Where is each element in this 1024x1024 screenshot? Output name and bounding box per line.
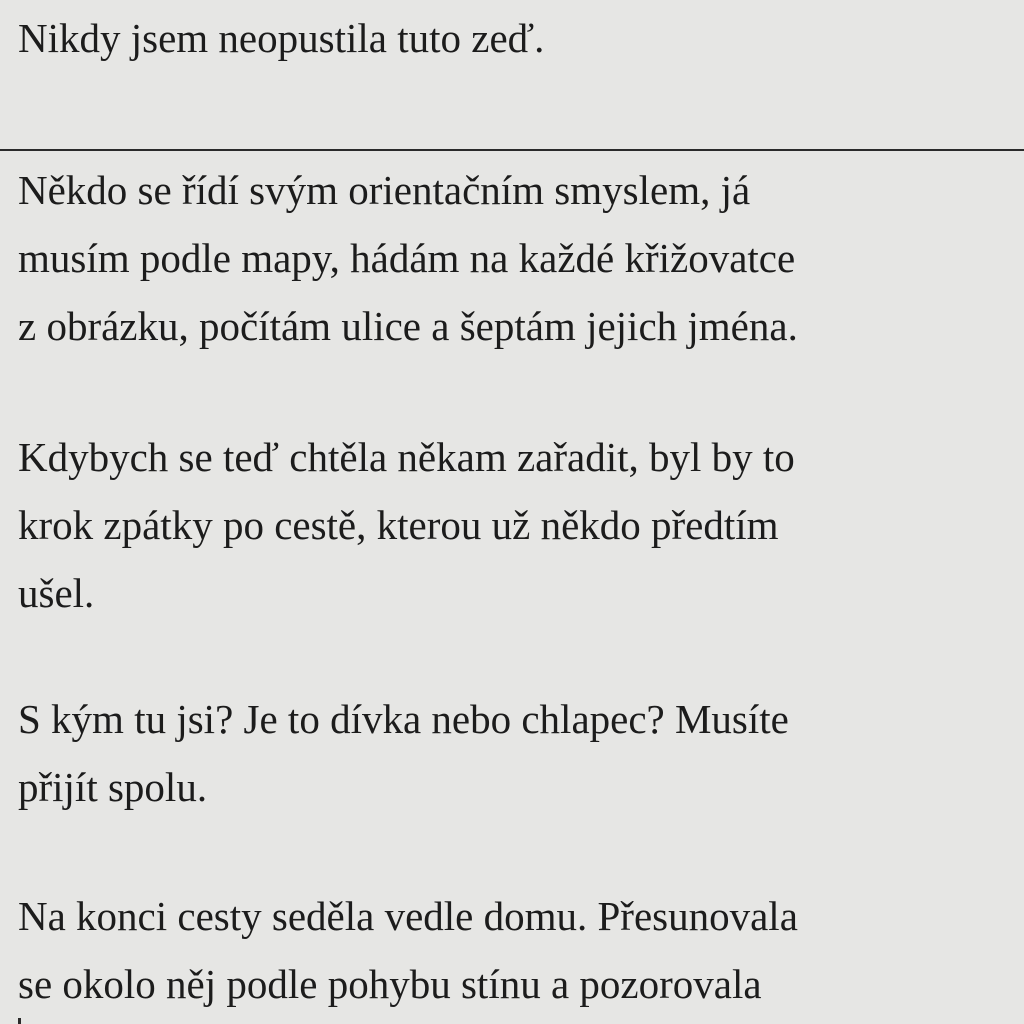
- paragraph-line: přijít spolu.: [18, 764, 208, 810]
- body-cell: [0, 151, 1024, 1024]
- header-cell: [0, 0, 1024, 149]
- paragraph-line: S kým tu jsi? Je to dívka nebo chlapec? Musíte: [18, 696, 789, 742]
- paragraph-4: [18, 882, 798, 1018]
- paragraph-line: krok zpátky po cestě, kterou už někdo předtím: [18, 502, 779, 548]
- paragraph-2: [18, 423, 795, 627]
- paragraph-line: ušel.: [18, 570, 95, 616]
- paragraph-line: Kdybych se teď chtěla někam zařadit, byl by to: [18, 434, 795, 480]
- paragraph-1: [18, 156, 798, 360]
- paragraph-line: musím podle mapy, hádám na každé křižovatce: [18, 235, 796, 281]
- paragraph-line: se okolo něj podle pohybu stínu a pozorovala: [18, 961, 762, 1007]
- cut-off-text-mark: [18, 1018, 21, 1024]
- paragraph-line: Někdo se řídí svým orientačním smyslem, já: [18, 167, 751, 213]
- paragraph-line: z obrázku, počítám ulice a šeptám jejich jména.: [18, 303, 798, 349]
- header-text: Nikdy jsem neopustila tuto zeď.: [18, 15, 545, 61]
- paragraph-3: [18, 685, 789, 821]
- paragraph-line: Na konci cesty seděla vedle domu. Přesunovala: [18, 893, 798, 939]
